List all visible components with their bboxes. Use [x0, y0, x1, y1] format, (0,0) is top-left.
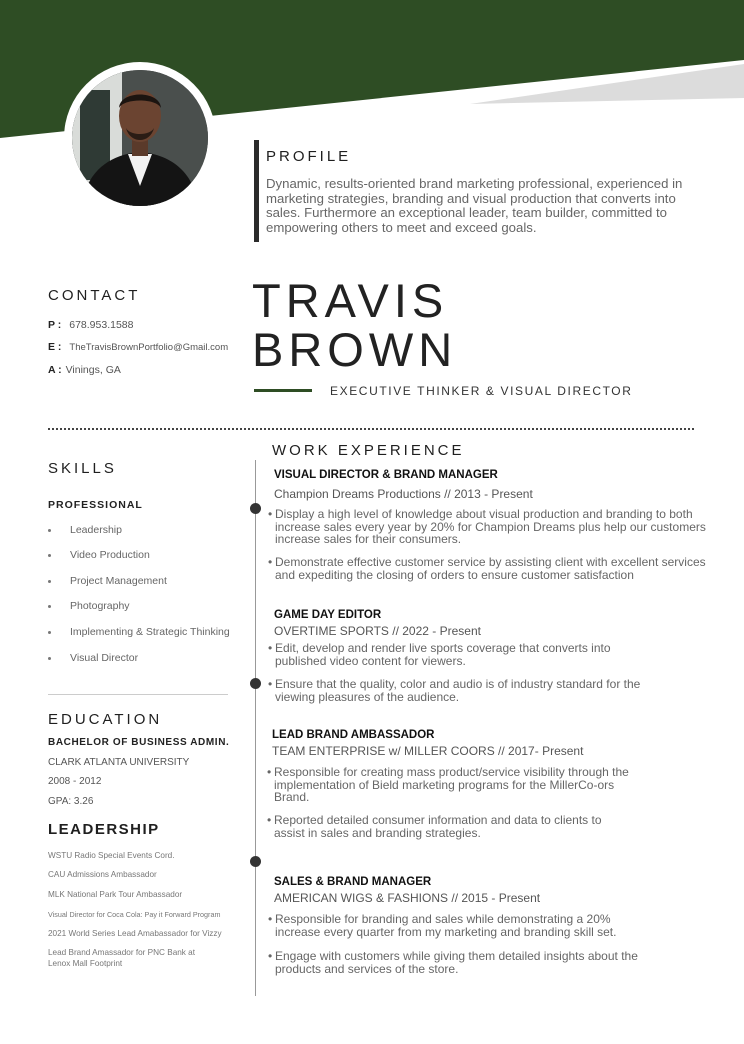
- bullet-dot: [48, 605, 51, 608]
- job-company: TEAM ENTERPRISE w/ MILLER COORS // 2017- Present: [272, 744, 584, 758]
- education-years: 2008 - 2012: [48, 776, 102, 787]
- contact-email-row: [48, 341, 228, 353]
- bullet-mark: •: [267, 813, 272, 827]
- timeline-dot: [250, 856, 261, 867]
- skills-title: SKILLS: [48, 460, 117, 477]
- bullet-mark: •: [268, 949, 273, 963]
- bullet-dot: [48, 657, 51, 660]
- leadership-item: Visual Director for Coca Cola: Pay it Forward Program: [48, 910, 221, 919]
- job-bullet: [267, 813, 634, 840]
- education-degree: BACHELOR OF BUSINESS ADMIN.: [48, 737, 230, 748]
- leadership-item: WSTU Radio Special Events Cord.: [48, 851, 175, 860]
- contact-phone-row: [48, 319, 133, 331]
- first-name: TRAVIS: [252, 274, 449, 327]
- skill-item: [48, 524, 248, 538]
- bullet-dot: [48, 529, 51, 532]
- skill-text: Photography: [70, 600, 130, 612]
- skill-text: Visual Director: [70, 652, 139, 664]
- skill-text: Video Production: [70, 549, 150, 561]
- job-company: AMERICAN WIGS & FASHIONS // 2015 - Present: [274, 891, 541, 905]
- skill-item: [48, 652, 248, 666]
- job-bullet-text: Ensure that the quality, color and audio is of industry standard for the viewing pleasures of the audience.: [275, 677, 641, 704]
- name-accent-rule: [254, 389, 312, 392]
- leadership-title: LEADERSHIP: [48, 821, 160, 838]
- job-bullet: [267, 765, 644, 805]
- job-bullet-text: Display a high level of knowledge about visual production and branding to both increase sales every year by 20% for Champion Dreams plus help our customers increase sales for their consumers.: [275, 507, 706, 547]
- bullet-mark: •: [268, 912, 273, 926]
- skill-item: [48, 549, 248, 563]
- bullet-mark: •: [268, 507, 273, 521]
- job-company: OVERTIME SPORTS // 2022 - Present: [274, 624, 481, 638]
- profile-photo: [64, 62, 216, 214]
- contact-address: Vinings, GA: [65, 364, 121, 376]
- last-name: BROWN: [252, 323, 458, 376]
- timeline-dot: [250, 678, 261, 689]
- leadership-item: MLK National Park Tour Ambassador: [48, 890, 183, 899]
- job-bullet-text: Engage with customers while giving them detailed insights about the products and services of the store.: [275, 949, 638, 976]
- bullet-dot: [48, 554, 51, 557]
- job-bullet: [268, 912, 645, 939]
- profile-accent-bar: [254, 140, 259, 242]
- education-title: EDUCATION: [48, 711, 163, 728]
- job-company: Champion Dreams Productions // 2013 - Present: [274, 487, 533, 501]
- leadership-item: CAU Admissions Ambassador: [48, 870, 157, 879]
- job-bullet: [268, 949, 655, 976]
- job-title: GAME DAY EDITOR: [274, 609, 382, 621]
- job-bullet-text: Edit, develop and render live sports coverage that converts into published video content for viewers.: [275, 641, 611, 668]
- skill-item: [48, 600, 248, 614]
- job-title: LEAD BRAND AMBASSADOR: [272, 729, 435, 741]
- skills-divider: [48, 694, 228, 695]
- work-experience-title: WORK EXPERIENCE: [272, 442, 465, 459]
- job-bullet: [268, 641, 635, 668]
- bullet-mark: •: [268, 641, 273, 655]
- profile-text: Dynamic, results-oriented brand marketing professional, experienced in marketing strategies, branding and visual production that converts into sales. Furthermore an exceptional leader, team builder, committed to empowering others to meet and exceed goals.: [266, 176, 683, 235]
- leadership-item: Lead Brand Amassador for PNC Bank at Lenox Mall Footprint: [48, 948, 195, 968]
- bullet-dot: [48, 631, 51, 634]
- profile-photo-image: [72, 70, 208, 206]
- education-gpa: GPA: 3.26: [48, 796, 94, 807]
- bullet-mark: •: [268, 677, 273, 691]
- job-title: VISUAL DIRECTOR & BRAND MANAGER: [274, 469, 498, 481]
- tagline: EXECUTIVE THINKER & VISUAL DIRECTOR: [330, 384, 633, 398]
- job-bullet: [268, 677, 645, 704]
- bullet-mark: •: [268, 555, 273, 569]
- bullet-mark: •: [267, 765, 272, 779]
- profile-title: PROFILE: [266, 148, 352, 165]
- skill-text: Implementing & Strategic Thinking: [70, 626, 230, 638]
- job-bullet-text: Demonstrate effective customer service by assisting client with excellent services and expediting the closing of orders to ensure customer satisfaction: [275, 555, 706, 582]
- contact-phone-label: P :: [48, 319, 62, 331]
- job-bullet-text: Responsible for creating mass product/service visibility through the implementation of Bield marketing programs for the MillerCo-ors Brand.: [274, 765, 629, 805]
- skill-item: [48, 575, 248, 589]
- full-name: [252, 276, 457, 374]
- job-bullet: [268, 555, 715, 582]
- job-title: SALES & BRAND MANAGER: [274, 876, 432, 888]
- bullet-dot: [48, 580, 51, 583]
- job-bullet-text: Reported detailed consumer information and data to clients to assist in sales and branding strategies.: [274, 813, 602, 840]
- education-school: CLARK ATLANTA UNIVERSITY: [48, 757, 190, 768]
- skill-item: [48, 626, 248, 640]
- timeline-dot: [250, 503, 261, 514]
- skill-text: Project Management: [70, 575, 167, 587]
- skill-text: Leadership: [70, 524, 122, 536]
- job-bullet: [268, 507, 715, 547]
- contact-phone: 678.953.1588: [69, 319, 134, 331]
- section-divider: [48, 428, 694, 430]
- contact-address-label: A :: [48, 364, 62, 376]
- skills-subtitle: PROFESSIONAL: [48, 499, 143, 511]
- contact-address-row: [48, 364, 121, 376]
- leadership-item: 2021 World Series Lead Amabassador for Vizzy: [48, 929, 222, 938]
- job-bullet-text: Responsible for branding and sales while demonstrating a 20% increase every quarter from my marketing and branding skill set.: [275, 912, 617, 939]
- contact-email: TheTravisBrownPortfolio@Gmail.com: [69, 342, 229, 353]
- timeline-line: [255, 460, 256, 996]
- contact-title: CONTACT: [48, 287, 141, 304]
- contact-email-label: E :: [48, 341, 62, 353]
